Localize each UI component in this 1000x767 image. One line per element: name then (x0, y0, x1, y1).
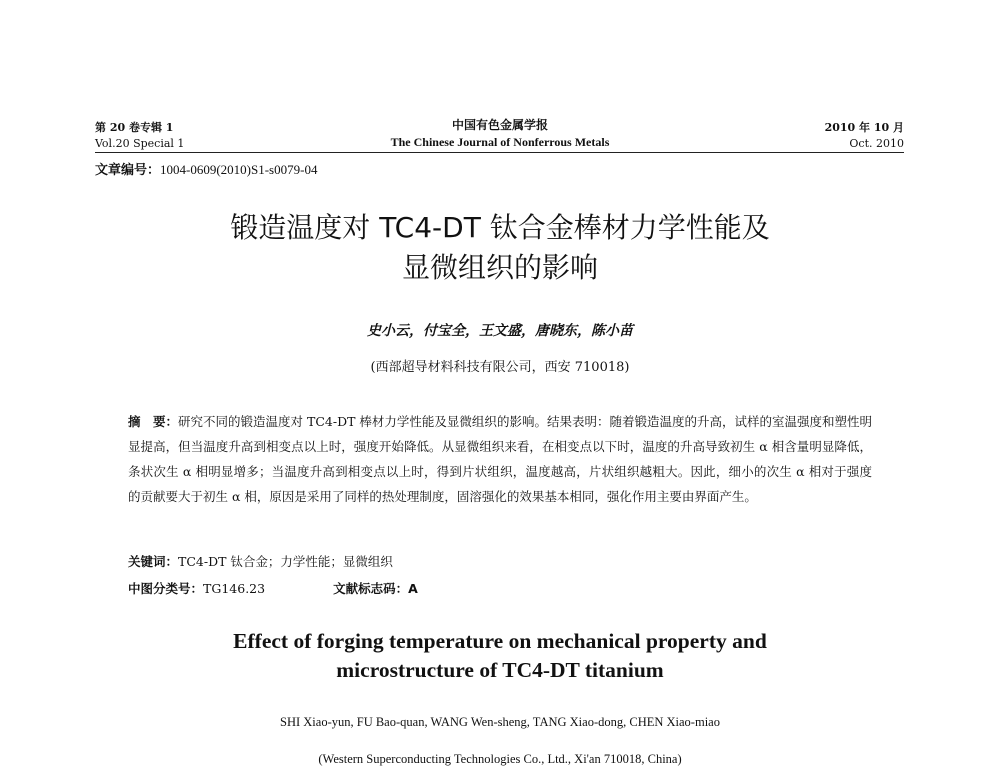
journal-date (825, 120, 904, 152)
keywords-label: 关键词： (128, 554, 179, 569)
title-en-line1: Effect of forging temperature on mechanical property and (233, 629, 767, 653)
title-zh-line2: 显微组织的影响 (401, 251, 598, 284)
abstract-text: 研究不同的锻造温度对 TC4-DT 棒材力学性能及显微组织的影响。结果表明：随着锻造温度的升高，试样的室温强度和塑性明显提高，但当温度升高到相变点以上时，强度开始降低。从显微组织来看，在相变点以下时，温度的升高导致初生 α 相含量明显降低，条状次生 α 相明显增多；当温度升高到相变点以上时，得到片状组织，温度越高，片状组织越粗大。因此，细小的次生 α 相对于强度的贡献要大于初生 α 相，原因是采用了同样的热处理制度，固溶强化的效果基本相同，强化作用主要由界面产生。 (128, 414, 872, 504)
header-rule (95, 152, 904, 153)
classification-value: TG146.23 (203, 581, 266, 596)
abstract-label: 摘 要： (128, 414, 179, 429)
abstract (128, 409, 872, 509)
title-zh (150, 208, 850, 288)
keywords (128, 552, 393, 570)
article-number-value: 1004-0609(2010)S1-s0079-04 (160, 162, 318, 177)
authors-en: SHI Xiao-yun, FU Bao-quan, WANG Wen-sheng, TANG Xiao-dong, CHEN Xiao-miao (280, 715, 720, 729)
article-number (95, 159, 317, 178)
article-number-label: 文章编号： (95, 163, 161, 178)
title-en-line2: microstructure of TC4-DT titanium (336, 658, 664, 682)
date-en: Oct. 2010 (849, 137, 904, 150)
date-zh: 2010 年 10 月 (824, 121, 904, 134)
keywords-value: TC4-DT 钛合金；力学性能；显微组织 (178, 554, 393, 569)
title-zh-line1: 锻造温度对 TC4-DT 钛合金棒材力学性能及 (230, 211, 770, 244)
volume-en: Vol.20 Special 1 (95, 137, 185, 150)
classification-label: 中图分类号： (128, 581, 204, 596)
journal-name (320, 117, 680, 151)
affiliation-zh: (西部超导材料科技有限公司，西安 710018) (370, 360, 630, 375)
affiliation-en: (Western Superconducting Technologies Co., Ltd., Xi'an 710018, China) (318, 752, 682, 766)
authors-zh: 史小云，付宝全，王文盛，唐晓东，陈小苗 (367, 323, 633, 339)
journal-name-en: The Chinese Journal of Nonferrous Metals (390, 135, 610, 149)
classification (128, 579, 418, 597)
document-code-value: A (408, 581, 418, 596)
journal-name-zh: 中国有色金属学报 (451, 118, 548, 132)
journal-volume (95, 120, 184, 152)
title-en (100, 627, 900, 685)
volume-zh: 第 20 卷专辑 1 (95, 121, 174, 134)
document-code-label: 文献标志码： (333, 581, 409, 596)
